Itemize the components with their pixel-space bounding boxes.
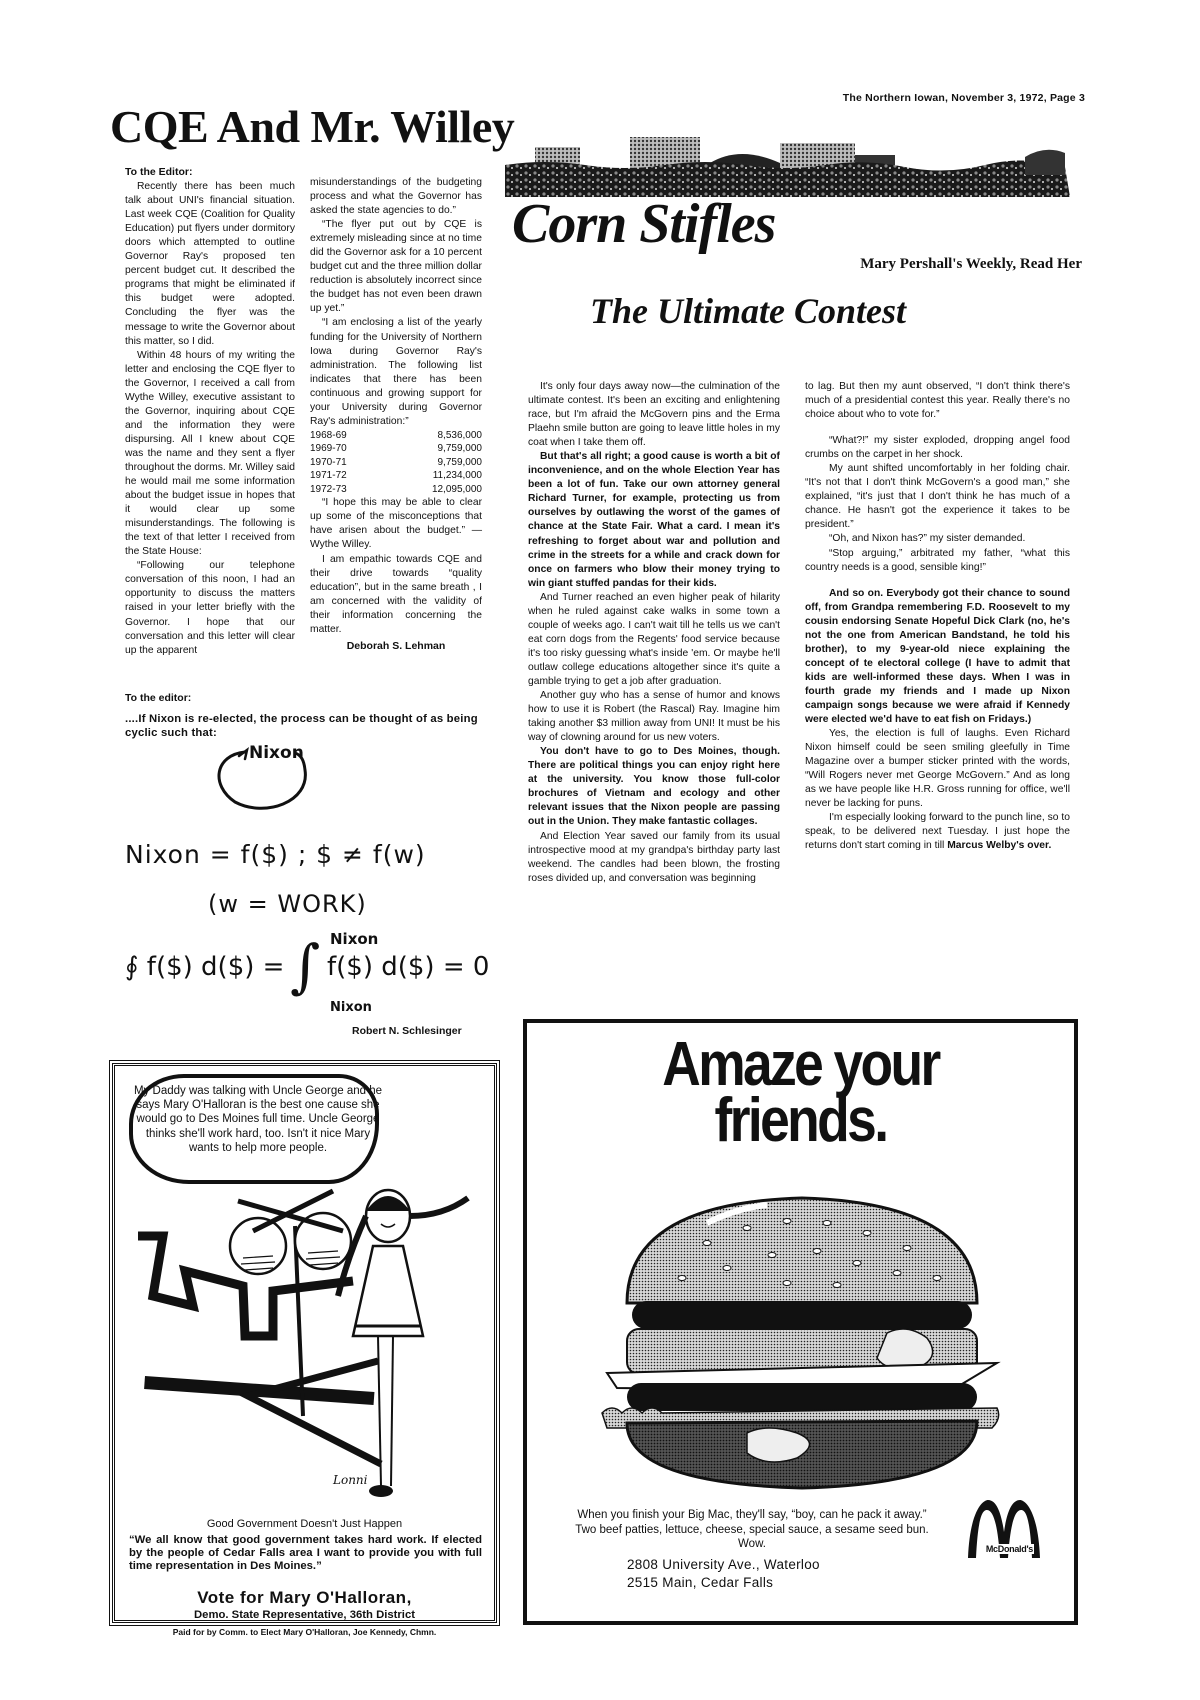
paragraph [805, 811, 1070, 853]
artist-signature: Lonni [333, 1473, 368, 1487]
paragraph-text: to lag. But then my aunt observed, “I don't think there's much of a presidential contest this year. Really there's no choice about who to vote for.” [805, 381, 1070, 421]
letter-body: ....If Nixon is re-elected, the process can be thought of as being cyclic such that: [125, 713, 478, 739]
funding-amount: 9,759,000 [437, 456, 482, 468]
equation-3 [125, 930, 505, 1020]
address-cedar-falls: 2515 Main, Cedar Falls [627, 1575, 774, 1590]
paragraph: “I hope this may be able to clear up some of the misconceptions that have arisen about the budget.” — Wythe Willey. [310, 497, 482, 551]
funding-year: 1971-72 [310, 470, 347, 482]
funding-year: 1970-71 [310, 456, 347, 468]
letter-cqe-column-2 [310, 176, 482, 653]
ad-quote: “We all know that good government takes hard work. If elected by the people of Cedar Falls area I want to provide you with full time representation in Des Moines.” [129, 1534, 482, 1572]
paragraph: And Turner reached an even higher peak of hilarity when he ruled against cake walks in some town a couple of weeks ago. I can't wait till he tells us we can't eat corn dogs from the Regents' food service because it's too risky guessing what's inside 'em. Or maybe he'll outlaw college educations altogether since it's quite a gamble trying to get a job after graduation. [528, 591, 780, 687]
paragraph-text: Yes, the election is full of laughs. Even Richard Nixon himself could be seen smiling gleefully in Time Magazine over a bumper sticker printed with the words, “Will Rogers never met George McGovern.” And as long as we have people like H.R. Gross running for office, we'll never be lacking for puns. [805, 728, 1070, 810]
paragraph-text: “Stop arguing,” arbitrated my father, “what this country needs is a good, sensible king!” [805, 547, 1070, 573]
letter-cqe-column-1 [125, 165, 295, 658]
paragraph: But that's all right; a good cause is worth a bit of inconvenience, and on the whole Election Year has been a lot of fun. Take our own attorney general Richard Turner, for example, protecting us from ourselves by outlawing the worst of the games of chance at the State Fair. What a card. I mean it's refreshing to forget about war and pollution and crime in the streets for a while and crack down for once on farmers who blow their money trying to win giant stuffed pandas for their kids. [528, 451, 780, 589]
paragraph-text: My aunt shifted uncomfortably in her folding chair. “It's not that I don't think McGovern's a good man,” she explained, “it's just that I don't think he has much of a chance. He hasn't got the experience it takes to be president.” [805, 463, 1070, 531]
paragraph-text: And so on. Everybody got their chance to sound off, from Grandpa remembering F.D. Roosevelt to my cousin endorsing Senate Hopeful Dick Clark (no, he's not the one from American Bandstand, he told his brother), to my 9-year-old niece explaining the concept of te electoral college (I have to admit that kids are well-informed these days. When I was in fourth grade my friends and I made up Nixon campaign songs because we were afraid if Kennedy were elected we'd have to eat fish on Fridays.) [805, 587, 1070, 726]
equation-1: Nixon = f($) ; $ ≠ f(w) [125, 840, 426, 869]
paragraph [805, 727, 1070, 811]
letter-signature: Robert N. Schlesinger [352, 1025, 462, 1037]
crowd-photo-banner [505, 135, 1070, 197]
letter-salutation: To the Editor: [125, 166, 193, 178]
speech-bubble-text: My Daddy was talking with Uncle George and he says Mary O'Halloran is the best one cause she would go to Des Moines full time. Uncle George thinks she'll work hard, too. Isn't it nice Mary wants to help more people. [133, 1085, 382, 1154]
paragraph: misunderstandings of the budgeting process and what the Governor has asked the state agencies to do.” [310, 177, 482, 217]
paragraph: “The flyer put out by CQE is extremely misleading since at no time did the Governor ask for a 10 percent budget cut and the three million dollar reduction is absolutely incorrect since the budget has not even been drawn up yet.” [310, 219, 482, 315]
paragraph: It's only four days away now—the culmination of the ultimate contest. It's been an exciting and enlightening race, but I'm afraid the McGovern pins and the Erma Plaehn smile button are going to leave little holes in my coat when I take them off. [528, 381, 780, 449]
funding-row [310, 469, 482, 483]
column-headline: The Ultimate Contest [590, 291, 907, 331]
paragraph-text: “What?!” my sister exploded, dropping angel food crumbs on the carpet in her shock. [805, 435, 1070, 461]
paragraph: Recently there has been much talk about UNI's financial situation. Last week CQE (Coalition for Quality Education) put flyers under dormitory doors which attempted to outline Governor Ray's proposed ten percent budget cut. It described the programs that might be eliminated if this budget were adopted. Concluding the flyer was the message to write the Governor about this matter, so I did. [125, 181, 295, 347]
funding-amount: 9,759,000 [437, 443, 482, 455]
paragraph: You don't have to go to Des Moines, though. There are political things you can enjoy right here at the university. You know those full-color brochures of Vietnam and ecology and other relevant issues that the Nixon people are passing out in the Union. They make fantastic collages. [528, 746, 780, 828]
funding-amount: 8,536,000 [437, 429, 482, 441]
page-folio: The Northern Iowan, November 3, 1972, Page 3 [842, 92, 1085, 104]
paragraph: Within 48 hours of my writing the letter and enclosing the CQE flyer to the Governor, I received a call from Wythe Willey, executive assistant to the Governor, inquiring about CQE and the information they were dispursing. All I knew about CQE was the name and they sent a flyer throughout the dorms. Mr. Willey said he would mail me some information about the budget issue in hopes that it would clear up some misunderstandings. The following is the text of that letter I received from the State House: [125, 349, 295, 558]
integral-upper-limit: Nixon [330, 930, 379, 948]
paragraph-text: “Oh, and Nixon has?” my sister demanded. [829, 533, 1026, 545]
ad-copy: When you finish your Big Mac, they'll say, “boy, can he pack it away.” Two beef patties, lettuce, cheese, special sauce, a sesame seed bun. Wow. [575, 1509, 929, 1550]
column-byline: Mary Pershall's Weekly, Read Her [860, 256, 1082, 272]
funding-year: 1972-73 [310, 483, 347, 495]
ad-headline-line-2: friends. [714, 1086, 887, 1155]
funding-row [310, 442, 482, 456]
funding-row [310, 429, 482, 443]
ad-headline [565, 1030, 1035, 1155]
letter-nixon [125, 692, 505, 740]
paragraph [805, 462, 1070, 532]
letter-salutation: To the editor: [125, 692, 192, 704]
address-waterloo: 2808 University Ave., Waterloo [627, 1557, 820, 1572]
paragraph [805, 380, 1070, 422]
paragraph [805, 434, 1070, 462]
paragraph [805, 587, 1070, 727]
girl-with-balloons-illustration [123, 1186, 488, 1516]
paragraph: “Following our telephone conversation of this noon, I had an opportunity to discuss the matters raised in your letter briefly with the Governor. I hope that our conversation and this letter will clear up the apparent [125, 560, 295, 656]
ad-district: Demo. State Representative, 36th District [194, 1609, 415, 1621]
funding-row [310, 456, 482, 470]
equation-2: (w = WORK) [208, 890, 367, 918]
column-title: Corn Stifles [512, 193, 776, 255]
ad-vote-line: Vote for Mary O'Halloran, [197, 1588, 412, 1607]
letter-headline: CQE And Mr. Willey [110, 101, 515, 152]
ad-addresses [627, 1556, 820, 1592]
ad-headline-line-1: Amaze your [662, 1030, 939, 1099]
paragraph [805, 547, 1070, 575]
integral-lower-limit: Nixon [330, 1000, 372, 1015]
funding-row [310, 483, 482, 497]
equation-3-integrand: f($) d($) = 0 [327, 952, 490, 982]
ad-paid-for-by: Paid for by Comm. to Elect Mary O'Halloran, Joe Kennedy, Chmn. [172, 1627, 437, 1637]
nixon-cycle-diagram [205, 740, 335, 815]
column-text-2 [805, 380, 1070, 854]
paragraph-bold-tail: Marcus Welby's over. [947, 840, 1052, 852]
cycle-label: Nixon [249, 743, 304, 763]
letter-signature: Deborah S. Lehman [346, 639, 446, 652]
funding-amount: 12,095,000 [431, 483, 482, 495]
ohalloran-campaign-ad [112, 1063, 497, 1637]
paragraph: “I am enclosing a list of the yearly funding for the University of Northern Iowa during Governor Ray's administration. The following list indicates that there has been continuous and growing support for your University during Governor Ray's administration:” [310, 317, 482, 427]
funding-year: 1968-69 [310, 429, 347, 441]
funding-amount: 11,234,000 [432, 470, 482, 482]
paragraph [805, 532, 1070, 546]
integral-sign-icon: ∫ [290, 932, 321, 1000]
funding-year: 1969-70 [310, 443, 347, 455]
funding-table [310, 429, 482, 497]
ad-tagline: Good Government Doesn't Just Happen [206, 1518, 403, 1530]
paragraph: And Election Year saved our family from its usual introspective mood at my grandpa's birthday party last weekend. The candles had been blown, the frosting roses divided up, and conversation was beginning [528, 830, 780, 884]
big-mac-illustration [587, 1193, 1017, 1493]
paragraph: Another guy who has a sense of humor and knows how to use it is Robert (the Rascal) Ray. Imagine him taking another $3 million away from UNI! It must be his way of clowning around for us new voters. [528, 690, 780, 744]
mcdonalds-ad [523, 1019, 1078, 1625]
paragraph-text: I'm especially looking forward to the punch line, so to speak, to be delivered next Tuesday. I just hope the returns don't start coming in till [805, 812, 1070, 852]
paragraph: I am empathic towards CQE and their drive towards “quality education”, but in the same breath , I am concerned with the validity of their information concerning the matter. [310, 553, 482, 635]
equation-3-left: ∮ f($) d($) = [125, 952, 285, 982]
column-text-1 [528, 380, 780, 886]
mcdonalds-logo-text: McDonald's [985, 1544, 1033, 1554]
